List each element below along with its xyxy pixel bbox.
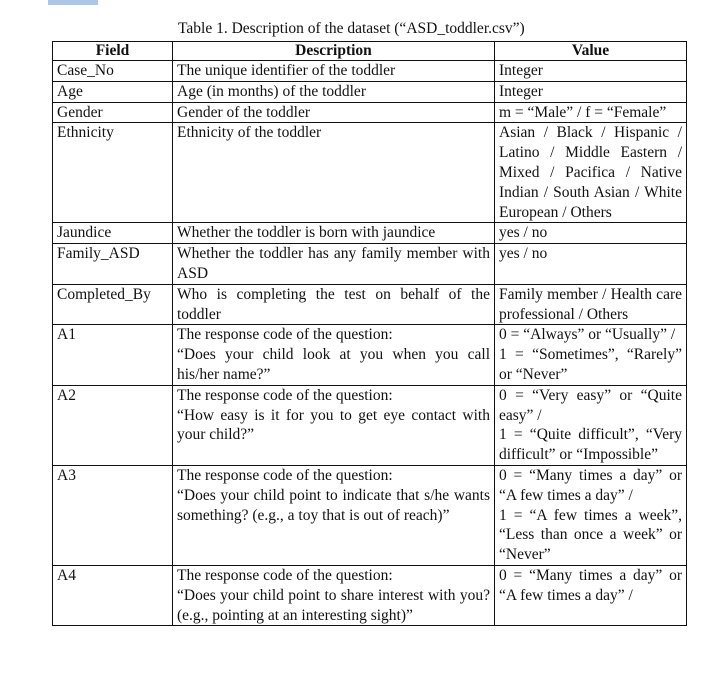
description-line: “Does your child point to share interest with you? (e.g., pointing at an interesting sight)” [177,586,490,624]
value-cell [495,325,687,385]
field-cell: Jaundice [53,223,173,244]
description-line: The response code of the question: [177,326,393,344]
description-cell [173,385,495,465]
field-cell: Ethnicity [53,123,173,223]
value-line: 0 = “Always” or “Usually” / [499,326,676,344]
header-value: Value [495,42,687,61]
table-row [53,102,687,123]
value-cell: Integer [495,61,687,82]
value-cell: yes / no [495,223,687,244]
dataset-description-table [52,41,687,626]
field-cell: A4 [53,565,173,625]
value-cell: m = “Male” / f = “Female” [495,102,687,123]
description-line: The response code of the question: [177,566,393,584]
value-line: 1 = “A few times a week”, “Less than once a week” or “Never” [499,506,682,564]
description-line: “Does your child look at you when you call his/her name?” [177,346,490,383]
table-row [53,565,687,625]
value-cell: Asian / Black / Hispanic / Latino / Middle Eastern / Mixed / Pacifica / Native Indian / South Asian / White European / Others [495,123,687,223]
field-cell: Age [53,81,173,102]
field-cell: Gender [53,102,173,123]
table-row [53,223,687,244]
description-cell: Ethnicity of the toddler [173,123,495,223]
value-line: 1 = “Sometimes”, “Rarely” or “Never” [499,346,682,383]
description-cell: Whether the toddler has any family member with ASD [173,244,495,285]
value-cell [495,385,687,465]
value-cell: Integer [495,81,687,102]
field-cell: Completed_By [53,284,173,325]
value-cell: Family member / Health care professional / Others [495,284,687,325]
table-row [53,81,687,102]
table-caption: Table 1. Description of the dataset (“ASD_toddler.csv”) [178,20,525,37]
value-cell [495,565,687,625]
field-cell: Case_No [53,61,173,82]
field-cell: A3 [53,465,173,565]
value-line: 0 = “Many times a day” or “A few times a day” / [499,566,682,604]
field-cell: A1 [53,325,173,385]
field-cell: Family_ASD [53,244,173,285]
value-line: 0 = “Very easy” or “Quite easy” / [499,386,682,424]
value-cell: yes / no [495,244,687,285]
description-line: “Does your child point to indicate that s/he wants something? (e.g., a toy that is out of reach)” [177,486,490,524]
description-cell: Age (in months) of the toddler [173,81,495,102]
description-cell [173,565,495,625]
table-row [53,325,687,385]
description-cell: The unique identifier of the toddler [173,61,495,82]
description-line: The response code of the question: [177,386,393,404]
description-cell [173,325,495,385]
table-row [53,61,687,82]
description-line: “How easy is it for you to get eye contact with your child?” [177,406,490,444]
description-line: The response code of the question: [177,466,393,484]
header-field: Field [53,42,173,61]
description-cell: Whether the toddler is born with jaundice [173,223,495,244]
value-cell [495,465,687,565]
table-row [53,385,687,465]
description-cell: Who is completing the test on behalf of the toddler [173,284,495,325]
table-row [53,244,687,285]
value-line: 1 = “Quite difficult”, “Very difficult” or “Impossible” [499,426,682,464]
description-cell [173,465,495,565]
table-header-row [53,42,687,61]
top-color-strip [48,0,98,5]
description-cell: Gender of the toddler [173,102,495,123]
value-line: 0 = “Many times a day” or “A few times a day” / [499,466,682,504]
table-row [53,465,687,565]
table-row [53,284,687,325]
header-description: Description [173,42,495,61]
table-row [53,123,687,223]
field-cell: A2 [53,385,173,465]
